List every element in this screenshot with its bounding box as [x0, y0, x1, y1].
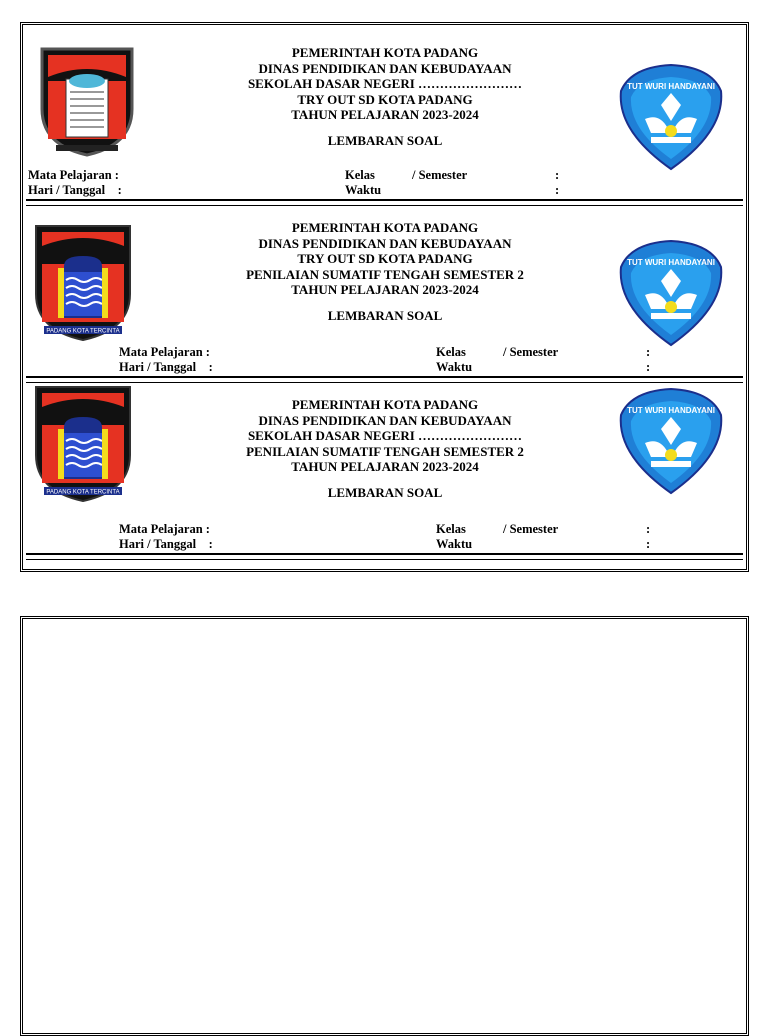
tryout-title: TRY OUT SD KOTA PADANG: [297, 91, 473, 107]
divider: [26, 199, 743, 206]
pts-title: PENILAIAN SUMATIF TENGAH SEMESTER 2: [246, 266, 524, 282]
colon: :: [646, 522, 651, 536]
blank-answer-sheet: [20, 616, 749, 1036]
tut-wuri-handayani-logo: [615, 237, 727, 354]
colon: :: [555, 168, 560, 182]
padang-city-logo: [34, 385, 132, 508]
letterhead: [173, 397, 597, 501]
colon: :: [555, 183, 560, 197]
colon: :: [117, 183, 122, 197]
year-title: TAHUN PELAJARAN 2023-2024: [291, 282, 479, 298]
date-label-row: [28, 183, 122, 198]
date-label-row: [119, 537, 213, 552]
padang-city-logo: [40, 47, 134, 164]
subject-label-row: [119, 522, 210, 537]
semester-label: / Semester: [503, 345, 559, 359]
subject-label: Mata Pelajaran: [119, 345, 203, 359]
letterhead: [173, 220, 597, 324]
time-label: Waktu: [436, 360, 473, 374]
year-title: TAHUN PELAJARAN 2023-2024: [291, 459, 479, 475]
date-label: Hari / Tanggal: [119, 360, 197, 374]
gov-title: PEMERINTAH KOTA PADANG: [291, 45, 479, 60]
padang-banner-text: PADANG KOTA TERCINTA: [46, 489, 120, 496]
dept-title: DINAS PENDIDIKAN DAN KEBUDAYAAN: [258, 60, 512, 76]
colon: :: [646, 345, 651, 359]
sheet-title: LEMBARAN SOAL: [327, 484, 443, 500]
class-label: Kelas: [345, 168, 375, 182]
dept-title: DINAS PENDIDIKAN DAN KEBUDAYAAN: [258, 235, 512, 251]
semester-label: / Semester: [503, 522, 559, 536]
class-label: Kelas: [436, 345, 466, 359]
svg-text:TUT WURI HANDAYANI: TUT WURI HANDAYANI: [627, 82, 715, 91]
date-label-row: [119, 360, 213, 375]
subject-label: Mata Pelajaran: [119, 522, 203, 536]
subject-label-row: [119, 345, 210, 360]
year-title: TAHUN PELAJARAN 2023-2024: [291, 107, 479, 123]
pts-title: PENILAIAN SUMATIF TENGAH SEMESTER 2: [246, 443, 524, 459]
gov-title: PEMERINTAH KOTA PADANG: [291, 397, 479, 412]
time-label: Waktu: [345, 183, 382, 197]
dept-title: DINAS PENDIDIKAN DAN KEBUDAYAAN: [258, 412, 512, 428]
school-title: SEKOLAH DASAR NEGERI ……………………: [247, 428, 523, 444]
svg-text:TUT WURI HANDAYANI: TUT WURI HANDAYANI: [627, 258, 715, 267]
divider: [26, 376, 743, 383]
colon: :: [646, 360, 651, 374]
date-label: Hari / Tanggal: [119, 537, 197, 551]
padang-city-logo: [34, 224, 132, 347]
divider: [26, 553, 743, 560]
colon: :: [208, 537, 213, 551]
gov-title: PEMERINTAH KOTA PADANG: [291, 220, 479, 235]
colon: :: [205, 522, 210, 536]
sheet-title: LEMBARAN SOAL: [327, 307, 443, 323]
exam-header-sheet: [20, 22, 749, 572]
sheet-title: LEMBARAN SOAL: [327, 132, 443, 148]
semester-label: / Semester: [412, 168, 468, 182]
class-label: Kelas: [436, 522, 466, 536]
tryout-title: TRY OUT SD KOTA PADANG: [297, 251, 473, 267]
tut-wuri-handayani-logo: [615, 385, 727, 502]
subject-label-row: [28, 168, 119, 183]
school-title: SEKOLAH DASAR NEGERI ……………………: [247, 76, 523, 92]
svg-text:TUT WURI HANDAYANI: TUT WURI HANDAYANI: [627, 406, 715, 415]
letterhead: [173, 45, 597, 149]
colon: :: [646, 537, 651, 551]
padang-banner-text: PADANG KOTA TERCINTA: [46, 328, 120, 335]
colon: :: [208, 360, 213, 374]
colon: :: [114, 168, 119, 182]
date-label: Hari / Tanggal: [28, 183, 106, 197]
colon: :: [205, 345, 210, 359]
subject-label: Mata Pelajaran: [28, 168, 112, 182]
tut-wuri-handayani-logo: [615, 61, 727, 178]
time-label: Waktu: [436, 537, 473, 551]
